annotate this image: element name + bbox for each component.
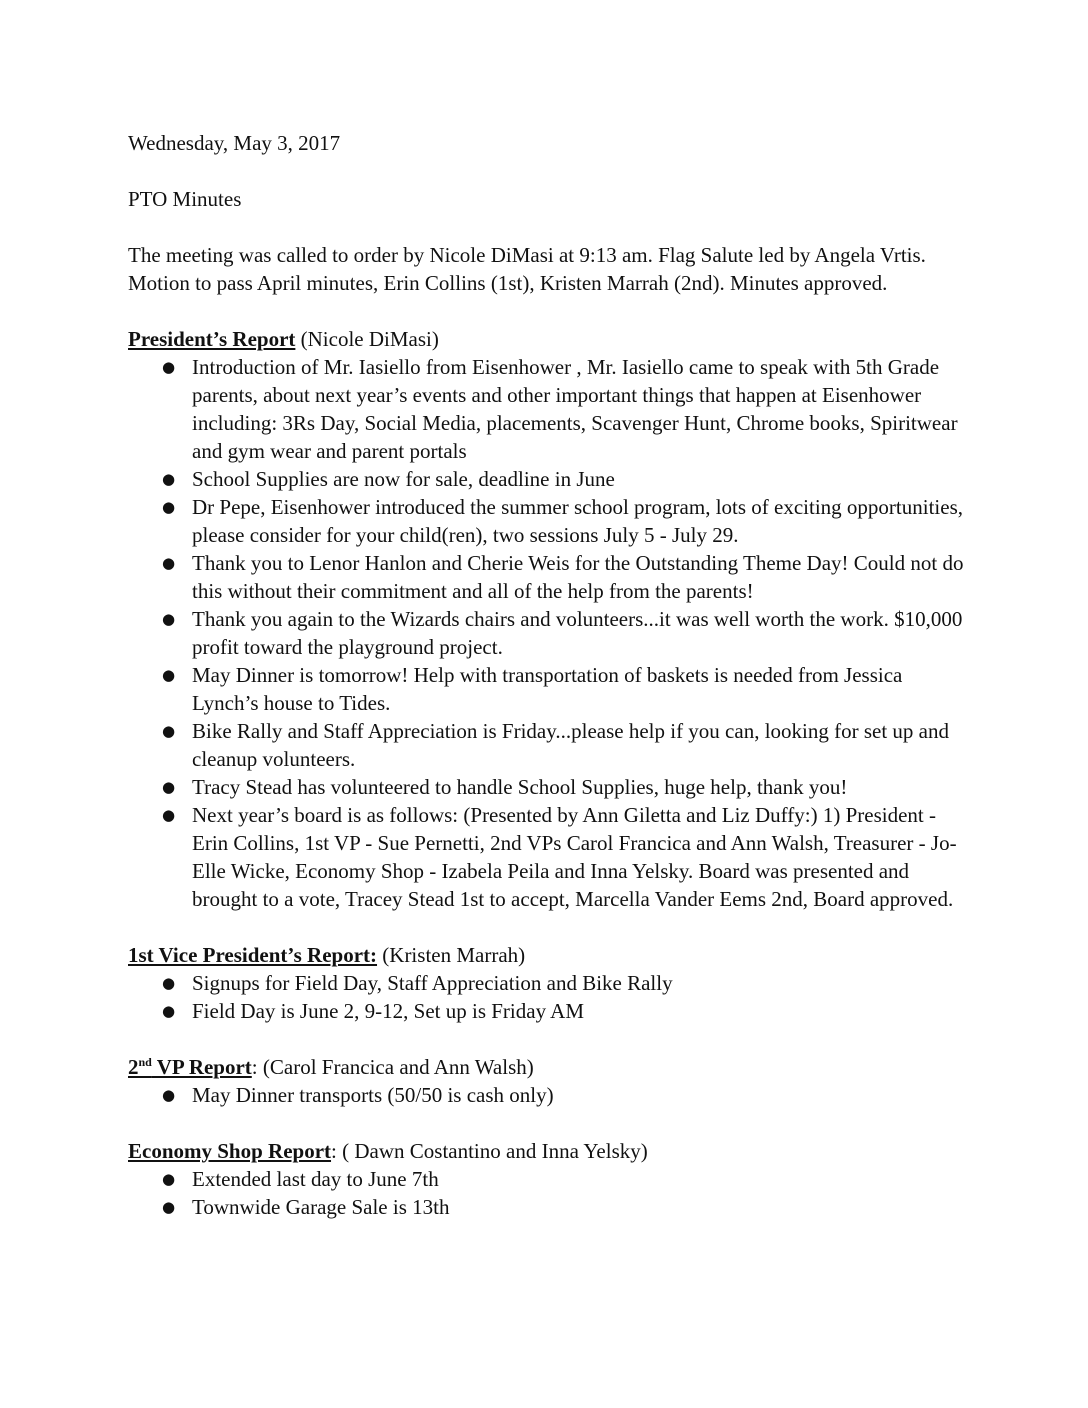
bullet-icon: ● bbox=[162, 778, 176, 796]
list-item-text: School Supplies are now for sale, deadline in June bbox=[192, 467, 615, 491]
list-item-text: Bike Rally and Staff Appreciation is Friday...please help if you can, looking for set up and cleanup volunteers. bbox=[192, 719, 950, 771]
section-heading-label bbox=[128, 1055, 252, 1079]
bullet-icon: ● bbox=[162, 666, 176, 684]
bullet-list bbox=[128, 969, 968, 1025]
section-heading-label bbox=[128, 327, 295, 351]
bullet-icon: ● bbox=[162, 806, 176, 824]
section-heading-suffix: (Nicole DiMasi) bbox=[295, 327, 439, 351]
section-heading-text: Economy Shop Report bbox=[128, 1139, 332, 1163]
section-heading-text-rest: VP Report bbox=[151, 1055, 252, 1079]
document-title: PTO Minutes bbox=[128, 187, 242, 211]
bullet-icon: ● bbox=[162, 1086, 176, 1104]
list-item bbox=[128, 997, 968, 1025]
list-item bbox=[128, 465, 968, 493]
section-presidents-report bbox=[128, 325, 968, 913]
list-item-text: May Dinner transports (50/50 is cash only) bbox=[192, 1083, 554, 1107]
list-item bbox=[128, 605, 968, 661]
list-item-text: Tracy Stead has volunteered to handle School Supplies, huge help, thank you! bbox=[192, 775, 848, 799]
bullet-list bbox=[128, 1165, 968, 1221]
section-heading-text: President’s Report bbox=[128, 327, 296, 351]
list-item-text: Thank you to Lenor Hanlon and Cherie Weis for the Outstanding Theme Day! Could not do this without their commitment and all of the help from the parents! bbox=[192, 551, 964, 603]
section-economy-shop-report bbox=[128, 1137, 968, 1221]
bullet-icon: ● bbox=[162, 610, 176, 628]
bullet-icon: ● bbox=[162, 1170, 176, 1188]
section-heading-suffix: : (Carol Francica and Ann Walsh) bbox=[251, 1055, 534, 1079]
section-heading-text: 1st Vice President’s Report: bbox=[128, 943, 378, 967]
list-item bbox=[128, 773, 968, 801]
list-item-text: Field Day is June 2, 9-12, Set up is Friday AM bbox=[192, 999, 584, 1023]
bullet-icon: ● bbox=[162, 722, 176, 740]
list-item-text: May Dinner is tomorrow! Help with transportation of baskets is needed from Jessica Lynch’s house to Tides. bbox=[192, 663, 903, 715]
bullet-icon: ● bbox=[162, 974, 176, 992]
section-2nd-vp-report bbox=[128, 1053, 968, 1109]
section-heading-label bbox=[128, 1139, 331, 1163]
list-item bbox=[128, 1081, 968, 1109]
list-item bbox=[128, 969, 968, 997]
list-item bbox=[128, 1165, 968, 1193]
list-item-text: Introduction of Mr. Iasiello from Eisenhower , Mr. Iasiello came to speak with 5th Grade parents, about next year’s events and other important things that happen at Eisenhower including: 3Rs Day, Social Media, placements, Scavenger Hunt, Chrome books, Spiritwear and gym wear and parent portals bbox=[192, 355, 958, 463]
section-heading-text: 2 bbox=[128, 1055, 139, 1079]
bullet-icon: ● bbox=[162, 470, 176, 488]
intro-paragraph: The meeting was called to order by Nicole DiMasi at 9:13 am. Flag Salute led by Angela Vrtis. Motion to pass April minutes, Erin Collins (1st), Kristen Marrah (2nd). Minutes approved. bbox=[128, 243, 926, 295]
list-item-text: Extended last day to June 7th bbox=[192, 1167, 439, 1191]
bullet-icon: ● bbox=[162, 358, 176, 376]
meeting-date: Wednesday, May 3, 2017 bbox=[128, 131, 341, 155]
bullet-icon: ● bbox=[162, 498, 176, 516]
list-item bbox=[128, 493, 968, 549]
list-item bbox=[128, 353, 968, 465]
list-item bbox=[128, 717, 968, 773]
list-item-text: Dr Pepe, Eisenhower introduced the summer school program, lots of exciting opportunities, please consider for your child(ren), two sessions July 5 - July 29. bbox=[192, 495, 964, 547]
list-item-text: Signups for Field Day, Staff Appreciation and Bike Rally bbox=[192, 971, 673, 995]
section-heading-superscript: nd bbox=[138, 1055, 152, 1069]
bullet-list bbox=[128, 1081, 968, 1109]
section-heading-suffix: : ( Dawn Costantino and Inna Yelsky) bbox=[331, 1139, 648, 1163]
list-item-text: Next year’s board is as follows: (Presented by Ann Giletta and Liz Duffy:) 1) President - Erin Collins, 1st VP - Sue Pernetti, 2nd VPs Carol Francica and Ann Walsh, Treasurer - Jo-Elle Wicke, Economy Shop - Izabela Peila and Inna Yelsky. Board was presented and brought to a vote, Tracey Stead 1st to accept, Marcella Vander Eems 2nd, Board approved. bbox=[192, 803, 957, 911]
section-heading-suffix: (Kristen Marrah) bbox=[377, 943, 526, 967]
bullet-icon: ● bbox=[162, 554, 176, 572]
list-item bbox=[128, 661, 968, 717]
list-item bbox=[128, 801, 968, 913]
list-item-text: Townwide Garage Sale is 13th bbox=[192, 1195, 450, 1219]
list-item bbox=[128, 549, 968, 605]
section-1st-vp-report bbox=[128, 941, 968, 1025]
bullet-icon: ● bbox=[162, 1002, 176, 1020]
bullet-list bbox=[128, 353, 968, 913]
section-heading bbox=[128, 1053, 968, 1081]
bullet-icon: ● bbox=[162, 1198, 176, 1216]
section-heading bbox=[128, 941, 968, 969]
section-heading-label bbox=[128, 943, 377, 967]
section-heading bbox=[128, 325, 968, 353]
document-page bbox=[128, 129, 968, 1249]
list-item-text: Thank you again to the Wizards chairs and volunteers...it was well worth the work. $10,000 profit toward the playground project. bbox=[192, 607, 963, 659]
list-item bbox=[128, 1193, 968, 1221]
section-heading bbox=[128, 1137, 968, 1165]
